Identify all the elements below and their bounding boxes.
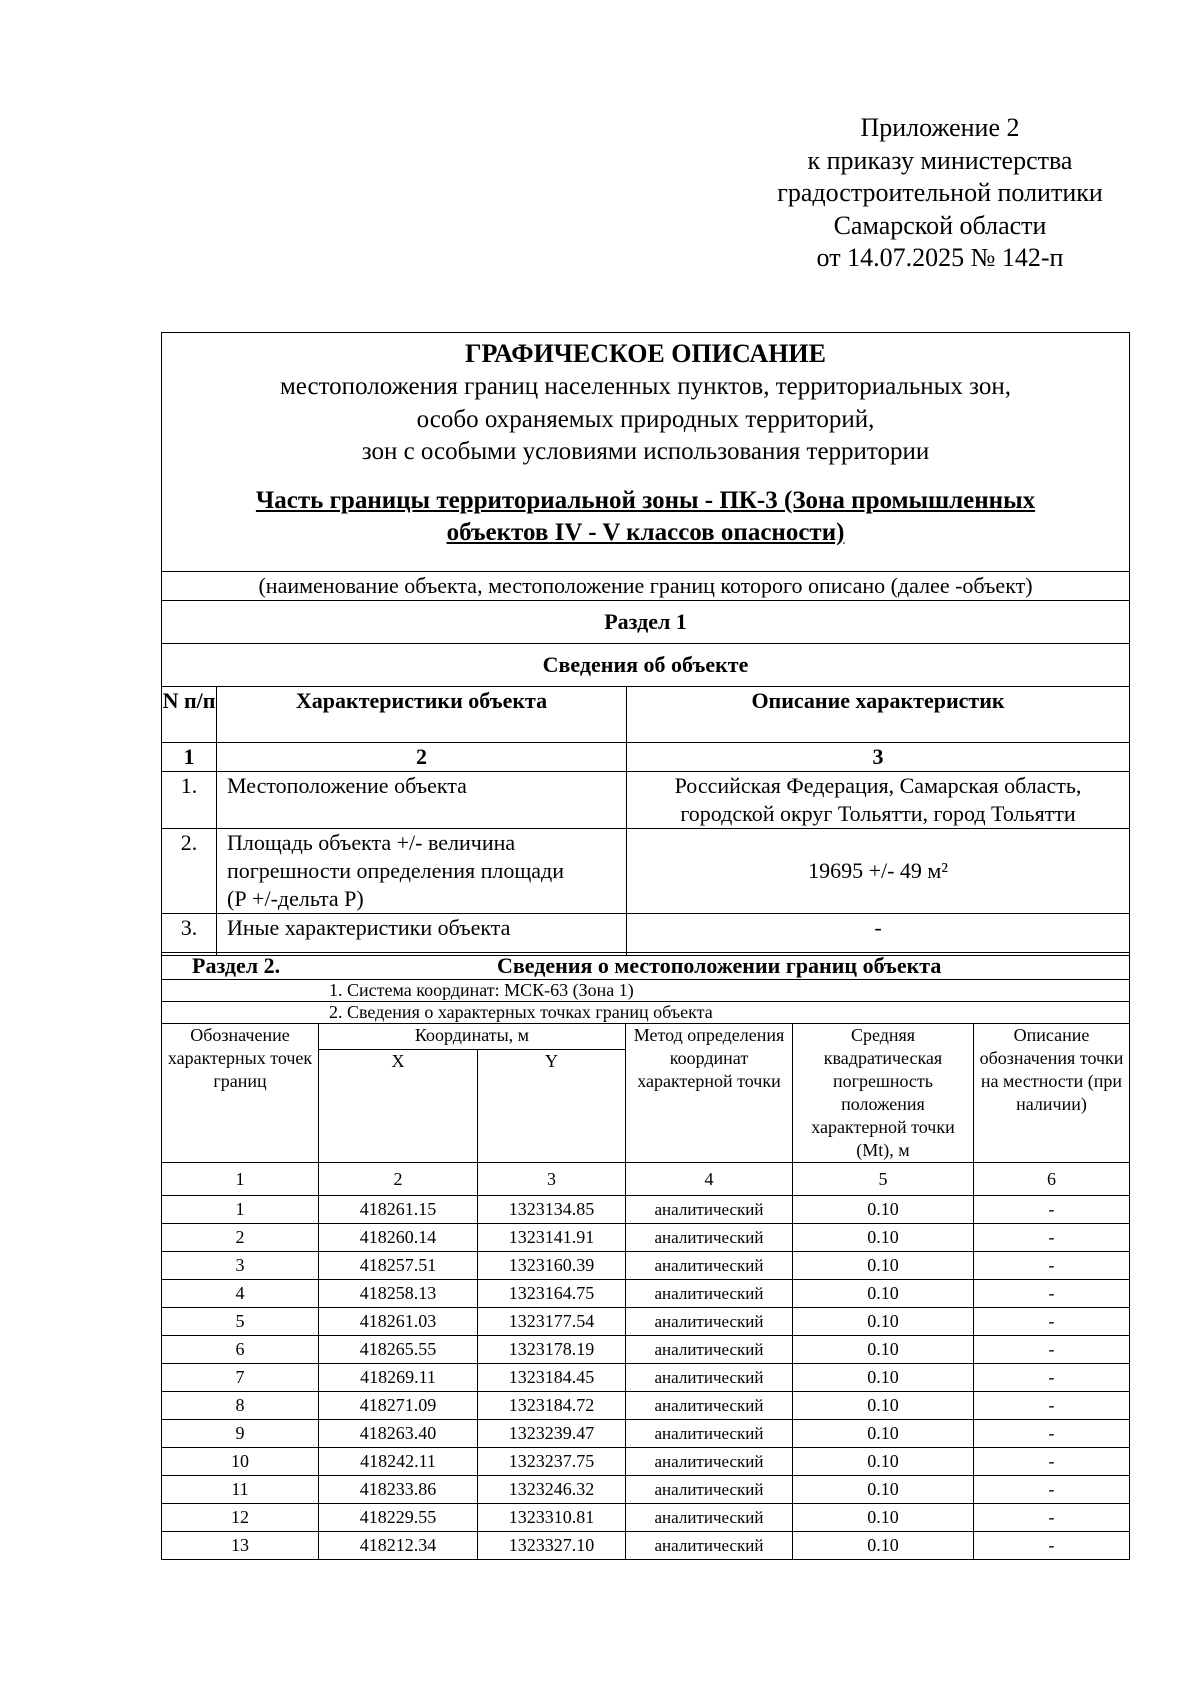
point-y: 1323134.85 — [478, 1196, 626, 1224]
point-x: 418233.86 — [319, 1476, 478, 1504]
row-description: 19695 +/- 49 м² — [627, 829, 1130, 914]
point-number: 8 — [162, 1392, 319, 1420]
row-characteristic-line: (Р +/-дельта Р) — [227, 886, 364, 911]
point-method: аналитический — [626, 1308, 793, 1336]
point-method: аналитический — [626, 1364, 793, 1392]
point-number: 10 — [162, 1448, 319, 1476]
point-mean-error: 0.10 — [793, 1364, 974, 1392]
point-method: аналитический — [626, 1224, 793, 1252]
point-mean-error: 0.10 — [793, 1224, 974, 1252]
point-description: - — [974, 1336, 1130, 1364]
point-x: 418263.40 — [319, 1420, 478, 1448]
point-mean-error: 0.10 — [793, 1280, 974, 1308]
point-y: 1323164.75 — [478, 1280, 626, 1308]
boundary-points-table — [161, 952, 1130, 1560]
point-description: - — [974, 1532, 1130, 1560]
appendix-line: градостроительной политики — [777, 178, 1103, 207]
point-method: аналитический — [626, 1532, 793, 1560]
table-row — [162, 1448, 1130, 1476]
point-x: 418260.14 — [319, 1224, 478, 1252]
header-method: Метод определения координат характерной точки — [626, 1024, 793, 1163]
point-description: - — [974, 1504, 1130, 1532]
point-mean-error: 0.10 — [793, 1336, 974, 1364]
point-number: 3 — [162, 1252, 319, 1280]
point-x: 418261.03 — [319, 1308, 478, 1336]
table-row — [162, 1392, 1130, 1420]
row-characteristic-line: погрешности определения площади — [227, 858, 565, 883]
point-x: 418271.09 — [319, 1392, 478, 1420]
point-method: аналитический — [626, 1420, 793, 1448]
point-number: 4 — [162, 1280, 319, 1308]
point-x: 418229.55 — [319, 1504, 478, 1532]
table-row — [162, 1224, 1130, 1252]
col-header-characteristics: Характеристики объекта — [217, 687, 627, 743]
col-number: 1 — [162, 743, 217, 772]
point-method: аналитический — [626, 1392, 793, 1420]
point-mean-error: 0.10 — [793, 1504, 974, 1532]
point-x: 418269.11 — [319, 1364, 478, 1392]
column-number: 2 — [319, 1163, 478, 1196]
object-name-line: Часть границы территориальной зоны - ПК-3 (Зона промышленных — [255, 486, 1036, 514]
table-row — [162, 1336, 1130, 1364]
point-description: - — [974, 1364, 1130, 1392]
col-number: 3 — [627, 743, 1130, 772]
point-description: - — [974, 1224, 1130, 1252]
point-x: 418257.51 — [319, 1252, 478, 1280]
point-mean-error: 0.10 — [793, 1532, 974, 1560]
header-point-designation: Обозначение характерных точек границ — [162, 1024, 319, 1163]
header-point-description: Описание обозначения точки на местности (при наличии) — [974, 1024, 1130, 1163]
header-x: X — [319, 1050, 478, 1163]
point-number: 7 — [162, 1364, 319, 1392]
document-title: ГРАФИЧЕСКОЕ ОПИСАНИЕ — [465, 339, 826, 368]
table-row — [162, 1420, 1130, 1448]
points-caption: 2. Сведения о характерных точках границ объекта — [162, 1002, 1130, 1024]
point-y: 1323246.32 — [478, 1476, 626, 1504]
table-row — [162, 1280, 1130, 1308]
row-description: - — [627, 914, 1130, 956]
point-y: 1323141.91 — [478, 1224, 626, 1252]
section2-title: Сведения о местоположении границ объекта — [497, 953, 942, 978]
row-characteristic: Местоположение объекта — [217, 772, 627, 829]
point-y: 1323184.45 — [478, 1364, 626, 1392]
point-y: 1323327.10 — [478, 1532, 626, 1560]
point-number: 9 — [162, 1420, 319, 1448]
coord-system: 1. Система координат: МСК-63 (Зона 1) — [162, 980, 1130, 1002]
row-characteristic — [217, 829, 627, 914]
point-x: 418265.55 — [319, 1336, 478, 1364]
document-subtitle-line: особо охраняемых природных территорий, — [416, 405, 875, 433]
row-number: 2. — [162, 829, 217, 914]
table-row — [162, 1308, 1130, 1336]
point-y: 1323177.54 — [478, 1308, 626, 1336]
point-mean-error: 0.10 — [793, 1420, 974, 1448]
row-characteristic-line: Площадь объекта +/- величина — [227, 830, 516, 855]
row-description-line: Российская Федерация, Самарская область, — [674, 773, 1082, 798]
point-description: - — [974, 1308, 1130, 1336]
column-number: 3 — [478, 1163, 626, 1196]
points-body — [162, 1196, 1130, 1560]
point-mean-error: 0.10 — [793, 1196, 974, 1224]
table-row — [162, 1196, 1130, 1224]
point-mean-error: 0.10 — [793, 1392, 974, 1420]
document-subtitle-line: местоположения границ населенных пунктов, территориальных зон, — [279, 373, 1012, 400]
point-number: 11 — [162, 1476, 319, 1504]
column-number: 4 — [626, 1163, 793, 1196]
object-info-table — [161, 332, 1130, 956]
point-number: 1 — [162, 1196, 319, 1224]
table-row — [162, 1252, 1130, 1280]
column-number: 6 — [974, 1163, 1130, 1196]
point-method: аналитический — [626, 1504, 793, 1532]
column-number: 5 — [793, 1163, 974, 1196]
header-coordinates: Координаты, м — [319, 1024, 626, 1050]
column-number: 1 — [162, 1163, 319, 1196]
point-description: - — [974, 1476, 1130, 1504]
table-row — [162, 1476, 1130, 1504]
appendix-line: Приложение 2 — [860, 113, 1020, 142]
point-method: аналитический — [626, 1336, 793, 1364]
col-header-number: N п/п — [162, 687, 217, 743]
appendix-line: Самарской области — [833, 210, 1047, 240]
point-y: 1323239.47 — [478, 1420, 626, 1448]
point-x: 418261.15 — [319, 1196, 478, 1224]
object-name-line: объектов IV - V классов опасности) — [446, 518, 845, 546]
point-description: - — [974, 1252, 1130, 1280]
section1-subtitle: Сведения об объекте — [162, 644, 1130, 687]
document-header — [162, 333, 1130, 572]
point-mean-error: 0.10 — [793, 1448, 974, 1476]
point-method: аналитический — [626, 1476, 793, 1504]
col-header-description: Описание характеристик — [627, 687, 1130, 743]
row-description-line: городской округ Тольятти, город Тольятти — [680, 801, 1076, 826]
point-y: 1323160.39 — [478, 1252, 626, 1280]
section1-title: Раздел 1 — [162, 601, 1130, 644]
table-row — [162, 1532, 1130, 1560]
appendix-line: к приказу министерства — [807, 145, 1073, 175]
point-x: 418242.11 — [319, 1448, 478, 1476]
point-x: 418212.34 — [319, 1532, 478, 1560]
header-mean-error: Средняя квадратическая погрешность положения характерной точки (Mt), м — [793, 1024, 974, 1163]
point-description: - — [974, 1420, 1130, 1448]
point-number: 5 — [162, 1308, 319, 1336]
row-description — [627, 772, 1130, 829]
point-y: 1323237.75 — [478, 1448, 626, 1476]
table-row — [162, 1364, 1130, 1392]
point-description: - — [974, 1280, 1130, 1308]
point-method: аналитический — [626, 1196, 793, 1224]
row-characteristic: Иные характеристики объекта — [217, 914, 627, 956]
point-mean-error: 0.10 — [793, 1252, 974, 1280]
point-method: аналитический — [626, 1448, 793, 1476]
point-method: аналитический — [626, 1280, 793, 1308]
point-number: 2 — [162, 1224, 319, 1252]
section2-label: Раздел 2. — [192, 953, 281, 978]
point-description: - — [974, 1392, 1130, 1420]
appendix-date-line: от 14.07.2025 № 142-п — [816, 243, 1064, 272]
point-method: аналитический — [626, 1252, 793, 1280]
point-y: 1323184.72 — [478, 1392, 626, 1420]
point-number: 13 — [162, 1532, 319, 1560]
point-y: 1323178.19 — [478, 1336, 626, 1364]
table-row — [162, 1504, 1130, 1532]
section2-heading — [162, 953, 1130, 980]
row-number: 1. — [162, 772, 217, 829]
point-number: 6 — [162, 1336, 319, 1364]
point-mean-error: 0.10 — [793, 1476, 974, 1504]
point-y: 1323310.81 — [478, 1504, 626, 1532]
object-name — [172, 485, 1119, 549]
header-y: Y — [478, 1050, 626, 1163]
document-subtitle-line: зон с особыми условиями использования территории — [361, 438, 930, 465]
point-description: - — [974, 1196, 1130, 1224]
point-description: - — [974, 1448, 1130, 1476]
col-number: 2 — [217, 743, 627, 772]
appendix-heading — [740, 112, 1140, 275]
point-x: 418258.13 — [319, 1280, 478, 1308]
point-number: 12 — [162, 1504, 319, 1532]
point-mean-error: 0.10 — [793, 1308, 974, 1336]
object-caption: (наименование объекта, местоположение границ которого описано (далее -объект) — [162, 572, 1130, 601]
row-number: 3. — [162, 914, 217, 956]
